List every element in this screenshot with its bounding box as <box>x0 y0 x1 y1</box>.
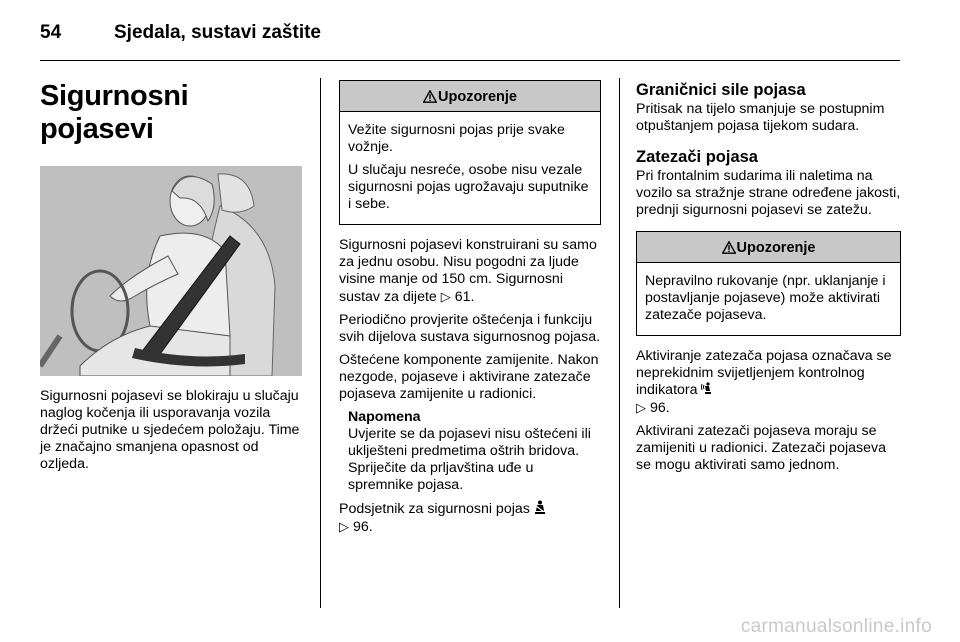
paragraph-activation <box>636 348 901 417</box>
paragraph-check: Periodično provjerite oštećenja i funkciju svih dijelova sustava sigurnosnog pojasa. <box>339 312 601 345</box>
heading-pretensioners: Zatezači pojasa <box>636 148 758 166</box>
paragraph-design-ref[interactable]: 61. <box>454 289 475 305</box>
column-2 <box>339 80 601 542</box>
warning-triangle-icon <box>722 241 736 254</box>
chapter-title: Sjedala, sustavi zaštite <box>114 22 321 43</box>
cross-reference-triangle-icon[interactable]: ▷ <box>440 289 451 304</box>
column-1 <box>40 80 302 479</box>
seatbelt-illustration <box>40 166 302 376</box>
paragraph-reminder <box>339 500 601 536</box>
paragraph-reminder-ref[interactable]: 96. <box>352 519 373 535</box>
note-text: Uvjerite se da pojasevi nisu oštećeni ili uklješteni predmetima oštrih bridova. Spriječite da prljavština uđe u spremnike pojasa. <box>348 426 591 493</box>
intro-paragraph: Sigurnosni pojasevi se blokiraju u slučaju naglog kočenja ili usporavanja vozila držeći putnike u sjedećem položaju. Time je značajno smanjena opasnost od ozljeda. <box>40 388 300 472</box>
paragraph-replace: Oštećene komponente zamijenite. Nakon nezgode, pojaseve i aktivirane zatezače pojaseva zamijenite u radionici. <box>339 352 599 402</box>
warning-box-2 <box>636 231 901 336</box>
paragraph-activation-ref[interactable]: 96. <box>649 400 670 416</box>
column-divider-2 <box>619 78 620 608</box>
paragraph-activation-text: Aktiviranje zatezača pojasa označava se neprekidnim svijetljenjem kontrolnog indikatora <box>636 348 892 398</box>
header-rule <box>40 60 900 61</box>
cross-reference-triangle-icon[interactable]: ▷ <box>339 519 349 534</box>
paragraph-replacement: Aktivirani zatezači pojaseva moraju se zamijeniti u radionici. Zatezači pojaseva se mogu aktivirati samo jednom. <box>636 423 886 473</box>
paragraph-design <box>339 237 601 306</box>
watermark: carmanualsonline.info <box>740 616 932 637</box>
warning-heading <box>340 81 600 112</box>
warning-triangle-icon <box>423 90 437 103</box>
seatbelt-reminder-icon <box>534 500 546 515</box>
page-header <box>40 22 920 48</box>
warning-heading <box>637 232 900 263</box>
load-limiters-text: Pritisak na tijelo smanjuje se postupnim otpuštanjem pojasa tijekom sudara. <box>636 101 885 134</box>
note-box <box>339 409 601 494</box>
pretensioners-text: Pri frontalnim sudarima ili naletima na vozilo sa stražnje strane određene jakosti, prednji sigurnosni pojasevi se zatežu. <box>636 168 901 218</box>
warning-heading-text: Upozorenje <box>736 240 816 256</box>
note-title: Napomena <box>348 409 421 425</box>
cross-reference-triangle-icon[interactable]: ▷ <box>636 400 646 415</box>
warning-box-1 <box>339 80 601 225</box>
heading-load-limiters: Graničnici sile pojasa <box>636 81 806 99</box>
warning-text-2: U slučaju nesreće, osobe nisu vezale sigurnosni pojas ugrožavaju suputnike i sebe. <box>348 162 589 212</box>
seatbelt-illustration-drawing <box>40 166 302 376</box>
column-3 <box>636 80 901 480</box>
airbag-indicator-icon <box>701 382 714 395</box>
warning-heading-text: Upozorenje <box>438 89 517 105</box>
warning-text-1: Nepravilno rukovanje (npr. uklanjanje i postavljanje pojaseve) može aktivirati zatezače pojaseva. <box>645 273 886 323</box>
section-title: Sigurnosni pojasevi <box>40 80 189 145</box>
paragraph-design-text: Sigurnosni pojasevi konstruirani su samo za jednu osobu. Nisu pogodni za ljude visine manje od 150 cm. Sigurnosni sustav za dijete <box>339 237 597 305</box>
paragraph-reminder-text: Podsjetnik za sigurnosni pojas <box>339 501 530 517</box>
warning-text-1: Vežite sigurnosni pojas prije svake vožnje. <box>348 122 565 155</box>
column-divider-1 <box>320 78 321 608</box>
page-number: 54 <box>40 22 62 43</box>
